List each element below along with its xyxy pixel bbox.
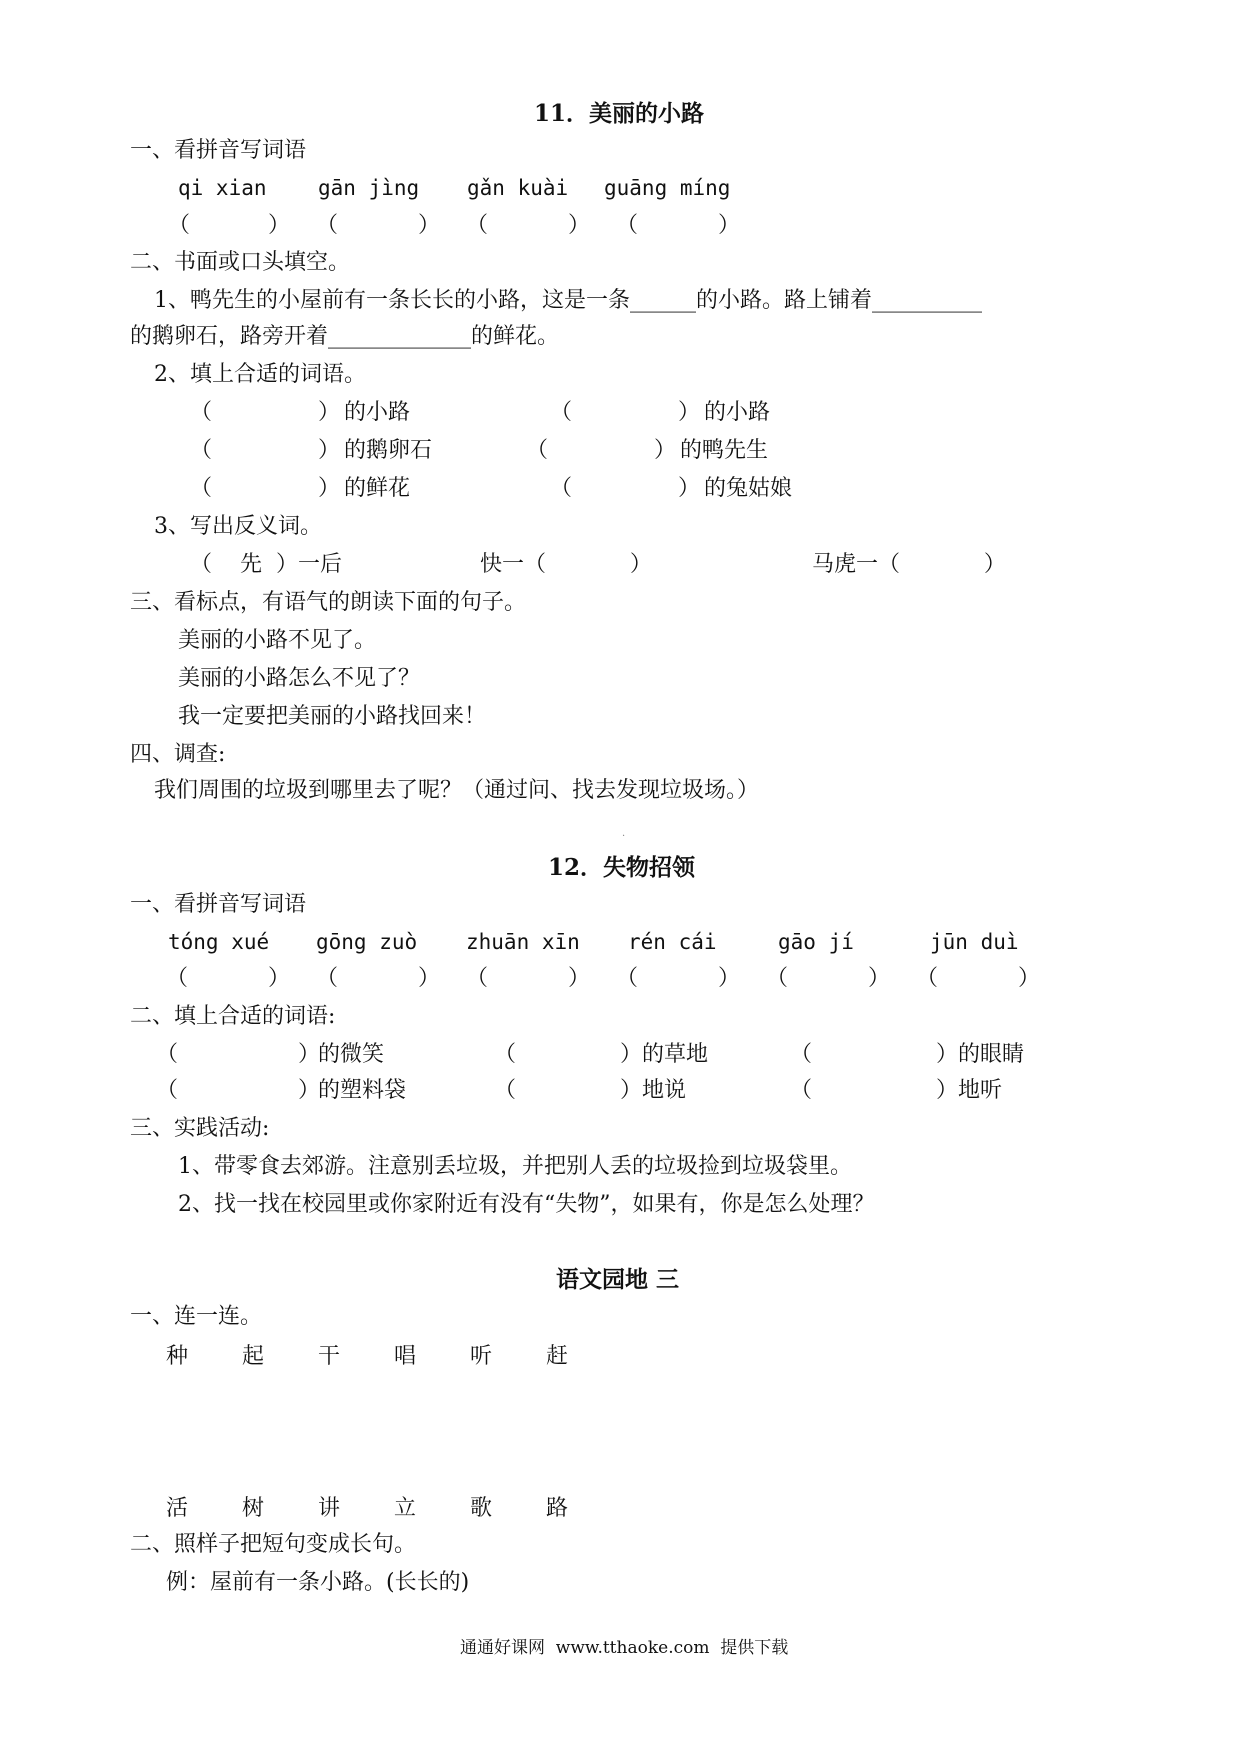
answer-blank[interactable]: ） (318, 476, 341, 501)
lesson-12-q1-heading: 一、看拼音写词语 (130, 892, 307, 917)
answer-blank[interactable]: ） (718, 966, 741, 991)
section-3-q1-heading: 一、连一连。 (130, 1304, 263, 1329)
fill-item: 的兔姑娘 (704, 476, 793, 501)
survey-text: 我们周围的垃圾到哪里去了呢？（通过问、找去发现垃圾场。） (154, 778, 760, 803)
match-char-bottom[interactable]: 立 (394, 1496, 417, 1521)
answer-blank[interactable]: （ (466, 213, 489, 238)
fill-item: 的鸭先生 (680, 438, 769, 463)
pinyin-item: jūn duì (930, 930, 1019, 954)
read-sentence: 美丽的小路怎么不见了？ (178, 666, 421, 691)
answer-blank[interactable]: ） (620, 1078, 643, 1103)
answer-blank[interactable]: ） (936, 1078, 959, 1103)
answer-blank[interactable]: （ (190, 476, 213, 501)
answer-blank[interactable]: ） (1018, 966, 1041, 991)
answer-blank[interactable]: （ (526, 438, 549, 463)
fill-item: 的小路 (704, 400, 771, 425)
activity-item: 2、找一找在校园里或你家附近有没有“失物”，如果有，你是怎么处理？ (178, 1192, 875, 1217)
fill-item: 的微笑 (318, 1042, 385, 1067)
answer-blank[interactable]: ） (620, 1042, 643, 1067)
fill-item: 的鹅卵石 (344, 438, 433, 463)
answer-blank[interactable]: （ (466, 966, 489, 991)
answer-blank[interactable]: （ (316, 213, 339, 238)
match-char-bottom[interactable]: 树 (242, 1496, 265, 1521)
pinyin-item: gān jìng (318, 176, 420, 200)
match-char-top[interactable]: 干 (318, 1344, 341, 1369)
answer-blank[interactable]: （ (616, 966, 639, 991)
fill-item: 的鲜花 (344, 476, 411, 501)
separator-dot: · (622, 831, 626, 842)
match-char-top[interactable]: 赶 (546, 1344, 569, 1369)
answer-blank[interactable]: ） (868, 966, 891, 991)
answer-blank[interactable]: （ (166, 966, 189, 991)
lesson-11-p2-heading: 2、填上合适的词语。 (154, 362, 366, 387)
lesson-11-q4-heading: 四、调查: (130, 742, 226, 767)
fill-item: 的小路 (344, 400, 411, 425)
answer-blank[interactable]: （ (766, 966, 789, 991)
activity-item: 1、带零食去郊游。注意别丢垃圾，并把别人丢的垃圾捡到垃圾袋里。 (178, 1154, 852, 1179)
answer-blank[interactable]: （ (916, 966, 939, 991)
answer-blank[interactable]: ） (318, 400, 341, 425)
answer-blank[interactable]: （ (156, 1078, 179, 1103)
section-3-q2-heading: 二、照样子把短句变成长句。 (130, 1532, 417, 1557)
answer-blank[interactable]: ） (678, 476, 701, 501)
answer-blank[interactable]: ） (936, 1042, 959, 1067)
match-char-bottom[interactable]: 路 (546, 1496, 569, 1521)
answer-blank[interactable]: （ (190, 438, 213, 463)
lesson-12-title: 12．失物招领 (548, 854, 696, 881)
lesson-11-p3-heading: 3、写出反义词。 (154, 514, 322, 539)
answer-blank[interactable]: （ (550, 400, 573, 425)
answer-blank[interactable]: （ (316, 966, 339, 991)
answer-blank[interactable]: ） (718, 213, 741, 238)
answer-blank[interactable]: ） (418, 966, 441, 991)
read-sentence: 美丽的小路不见了。 (178, 628, 377, 653)
pinyin-item: rén cái (628, 930, 717, 954)
pinyin-item: gǎn kuài (467, 176, 569, 200)
example-sentence: 例：屋前有一条小路。(长长的) (166, 1570, 470, 1595)
pinyin-item: tóng xué (168, 930, 270, 954)
section-3-title: 语文园地 三 (556, 1266, 680, 1293)
fill-item: 地说 (642, 1078, 687, 1103)
fill-item: 的眼睛 (958, 1042, 1025, 1067)
pinyin-item: guāng míng (604, 176, 731, 200)
pinyin-item: gāo jí (778, 930, 854, 954)
answer-blank[interactable]: ） (298, 1042, 321, 1067)
pinyin-item: gōng zuò (316, 930, 418, 954)
answer-blank[interactable]: （ (156, 1042, 179, 1067)
answer-blank[interactable]: ） (418, 213, 441, 238)
fill-item: 的草地 (642, 1042, 709, 1067)
lesson-12-q3-heading: 三、实践活动: (130, 1116, 270, 1141)
antonym-item[interactable]: 马虎一（ ） (812, 552, 1006, 577)
fill-item: 地听 (958, 1078, 1003, 1103)
match-char-bottom[interactable]: 活 (166, 1496, 189, 1521)
answer-blank[interactable]: （ (790, 1042, 813, 1067)
answer-blank[interactable]: （ (168, 213, 191, 238)
fill-sentence-line2: 的鹅卵石，路旁开着_____________的鲜花。 (130, 324, 560, 349)
lesson-12-q2-heading: 二、填上合适的词语: (130, 1004, 336, 1029)
lesson-11-q1-heading: 一、看拼音写词语 (130, 138, 307, 163)
answer-blank[interactable]: ） (568, 966, 591, 991)
answer-blank[interactable]: ） (298, 1078, 321, 1103)
answer-blank[interactable]: ） (268, 213, 291, 238)
answer-blank[interactable]: （ (790, 1078, 813, 1103)
match-char-top[interactable]: 唱 (394, 1344, 417, 1369)
answer-blank[interactable]: （ (616, 213, 639, 238)
match-char-bottom[interactable]: 讲 (318, 1496, 341, 1521)
answer-blank[interactable]: （ (550, 476, 573, 501)
fill-sentence-line1: 1、鸭先生的小屋前有一条长长的小路，这是一条______的小路。路上铺着__________ (154, 288, 982, 313)
answer-blank[interactable]: （ (190, 400, 213, 425)
answer-blank[interactable]: ） (268, 966, 291, 991)
read-sentence: 我一定要把美丽的小路找回来！ (178, 704, 487, 729)
answer-blank[interactable]: ） (568, 213, 591, 238)
answer-blank[interactable]: ） (318, 438, 341, 463)
answer-blank[interactable]: ） (654, 438, 677, 463)
answer-blank[interactable]: ） (678, 400, 701, 425)
fill-item: 的塑料袋 (318, 1078, 407, 1103)
pinyin-item: qi xian (178, 176, 267, 200)
match-char-top[interactable]: 起 (242, 1344, 265, 1369)
lesson-11-title: 11．美丽的小路 (534, 100, 705, 127)
match-char-top[interactable]: 听 (470, 1344, 493, 1369)
match-char-bottom[interactable]: 歌 (470, 1496, 493, 1521)
antonym-item[interactable]: （ 先 ）一后 (190, 552, 342, 577)
antonym-item[interactable]: 快一（ ） (480, 552, 652, 577)
lesson-11-q3-heading: 三、看标点，有语气的朗读下面的句子。 (130, 590, 527, 615)
answer-blank[interactable]: （ (494, 1042, 517, 1067)
match-char-top[interactable]: 种 (166, 1344, 189, 1369)
footer-credit: 通通好课网 www.tthaoke.com 提供下载 (460, 1638, 789, 1658)
answer-blank[interactable]: （ (494, 1078, 517, 1103)
pinyin-item: zhuān xīn (466, 930, 580, 954)
lesson-11-q2-heading: 二、书面或口头填空。 (130, 250, 351, 275)
